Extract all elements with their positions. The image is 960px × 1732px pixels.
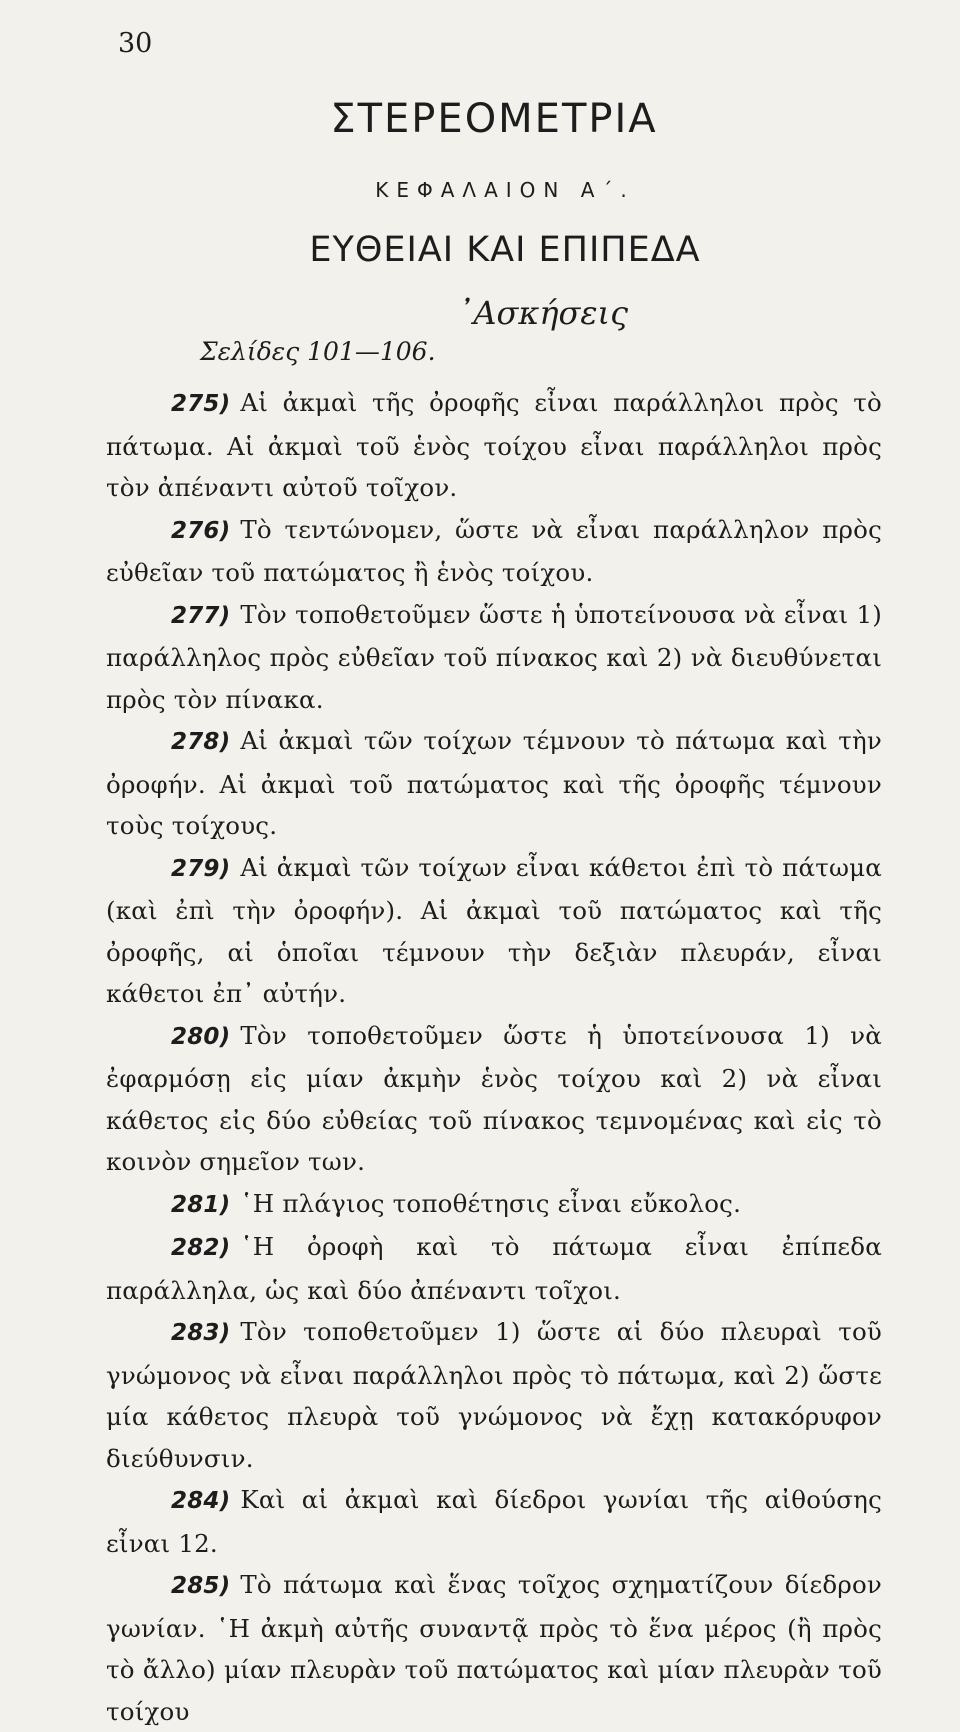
exercise-number: 277): [171, 602, 231, 629]
exercise-item: [106, 509, 882, 594]
exercise-item: [106, 1564, 882, 1732]
exercise-item: [106, 1311, 882, 1479]
chapter-heading: ΚΕΦΑΛΑΙΟΝ Α΄.: [375, 178, 635, 202]
exercise-item: [106, 594, 882, 721]
exercise-number: 278): [171, 729, 231, 755]
exercises-heading: ᾿Ασκήσεις: [457, 294, 628, 332]
exercise-text: Τὸ πάτωμα καὶ ἕνας τοῖχος σχηματίζουν δίεδρον γωνίαν. ῾Η ἀκμὴ αὐτῆς συναντᾷ πρὸς τὸ ἕνα μέρος (ἢ πρὸς τὸ ἄλλο) μίαν πλευρὰν τοῦ πατώματος καὶ μίαν πλευρὰν τοῦ τοίχου: [106, 1570, 882, 1726]
exercise-item: [106, 382, 882, 509]
exercise-text: Αἱ ἀκμαὶ τῶν τοίχων τέμνουν τὸ πάτωμα καὶ τὴν ὀροφήν. Αἱ ἀκμαὶ τοῦ πατώματος καὶ τῆς ὀροφῆς τέμνουν τοὺς τοίχους.: [106, 726, 882, 840]
exercise-number: 280): [171, 1023, 231, 1050]
exercise-number: 284): [171, 1488, 231, 1514]
exercise-text: Τὸν τοποθετοῦμεν ὥστε ἡ ὑποτείνουσα νὰ εἶναι 1) παράλληλος πρὸς εὐθεῖαν τοῦ πίνακος καὶ 2) νὰ διευθύνεται πρὸς τὸν πίνακα.: [106, 599, 882, 714]
page-number: 30: [118, 28, 153, 59]
exercise-text: Αἱ ἀκμαὶ τῆς ὀροφῆς εἶναι παράλληλοι πρὸς τὸ πάτωμα. Αἱ ἀκμαὶ τοῦ ἑνὸς τοίχου εἶναι παράλληλοι πρὸς τὸν ἀπέναντι αὐτοῦ τοῖχον.: [106, 388, 882, 502]
exercise-item: [106, 720, 882, 847]
exercise-number: 281): [171, 1191, 231, 1218]
exercise-item: [106, 1479, 882, 1564]
exercise-item: [106, 1226, 882, 1311]
exercise-text: ῾Η ὀροφὴ καὶ τὸ πάτωμα εἶναι ἐπίπεδα παράλληλα, ὡς καὶ δύο ἀπέναντι τοῖχοι.: [106, 1232, 882, 1305]
exercise-number: 275): [171, 391, 231, 417]
exercise-text: Τὸ τεντώνομεν, ὥστε νὰ εἶναι παράλληλον πρὸς εὐθεῖαν τοῦ πατώματος ἢ ἑνὸς τοίχου.: [106, 514, 882, 587]
exercise-text: Τὸν τοποθετοῦμεν 1) ὥστε αἱ δύο πλευραὶ τοῦ γνώμονος νὰ εἶναι παράλληλοι πρὸς τὸ πάτωμα, καὶ 2) ὥστε μία κάθετος πλευρὰ τοῦ γνώμονος νὰ ἔχῃ κατακόρυφον διεύθυνσιν.: [106, 1317, 882, 1473]
exercise-number: 282): [171, 1235, 231, 1261]
exercise-text: ῾Η πλάγιος τοποθέτησις εἶναι εὔκολος.: [240, 1188, 742, 1218]
exercise-item: [106, 1015, 882, 1183]
exercise-item: [106, 1183, 882, 1227]
exercise-item: [106, 847, 882, 1015]
page-title: ΣΤΕΡΕΟΜΕΤΡΙΑ: [330, 96, 658, 142]
exercise-number: 285): [171, 1573, 231, 1599]
exercise-number: 283): [171, 1320, 231, 1346]
exercise-text: Τὸν τοποθετοῦμεν ὥστε ἡ ὑποτείνουσα 1) νὰ ἐφαρμόσῃ εἰς μίαν ἀκμὴν ἑνὸς τοίχου καὶ 2) νὰ εἶναι κάθετος εἰς δύο εὐθείας τοῦ πίνακος τεμνομένας καὶ εἰς τὸ κοινὸν σημεῖον των.: [106, 1020, 882, 1176]
section-subtitle: ΕΥΘΕΙΑΙ ΚΑΙ ΕΠΙΠΕΔΑ: [309, 230, 701, 270]
pages-reference: Σελίδες 101—106.: [200, 337, 436, 366]
exercise-list: [106, 382, 882, 1732]
exercise-text: Καὶ αἱ ἀκμαὶ καὶ δίεδροι γωνίαι τῆς αἰθούσης εἶναι 12.: [106, 1485, 882, 1558]
exercise-text: Αἱ ἀκμαὶ τῶν τοίχων εἶναι κάθετοι ἐπὶ τὸ πάτωμα (καὶ ἐπὶ τὴν ὀροφήν). Αἱ ἀκμαὶ τοῦ πατώματος καὶ τῆς ὀροφῆς, αἱ ὁποῖαι τέμνουν τὴν δεξιὰν πλευράν, εἶναι κάθετοι ἐπ᾿ αὐτήν.: [106, 852, 882, 1008]
exercise-number: 276): [171, 517, 231, 544]
exercise-number: 279): [171, 855, 231, 882]
